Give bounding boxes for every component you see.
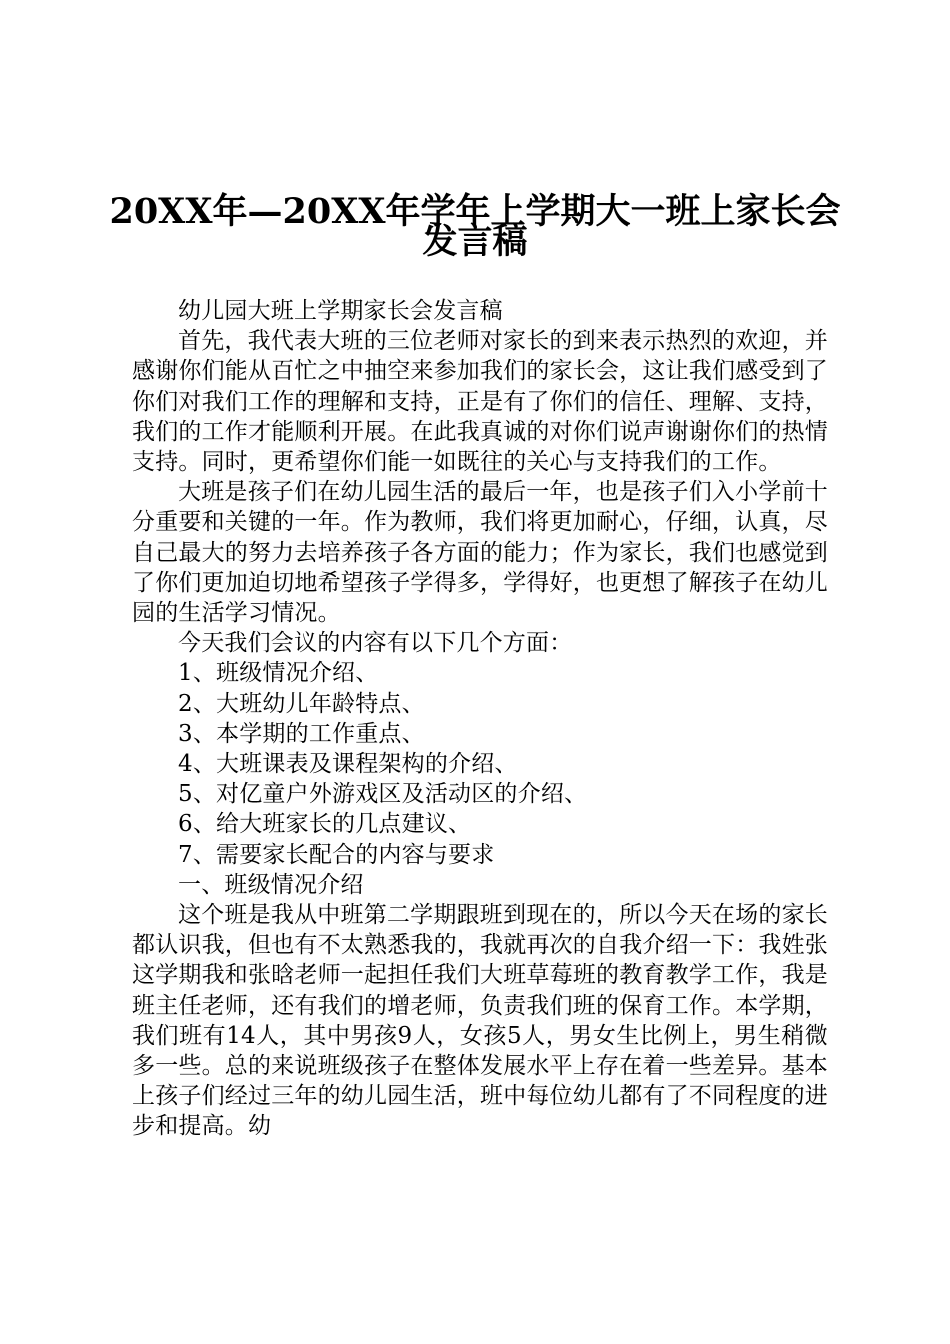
paragraph-class-intro: 这个班是我从中班第二学期跟班到现在的，所以今天在场的家长都认识我，但也有不太熟悉我的，我就再次的自我介绍一下：我姓张这学期我和张晗老师一起担任我们大班草莓班的教育教学工作，我是班主任老师，还有我们的增老师，负责我们班的保育工作。本学期，我们班有14人，其中男孩9人，女孩5人，男女生比例上，男生稍微多一些。总的来说班级孩子在整体发展水平上存在着一些差异。基本上孩子们经过三年的幼儿园生活，班中每位幼儿都有了不同程度的进步和提高。幼 (132, 902, 828, 1140)
agenda-item-2: 2、大班幼儿年龄特点、 (178, 690, 425, 717)
agenda-item-1: 1、班级情况介绍、 (178, 660, 379, 687)
paragraph-subtitle: 幼儿园大班上学期家长会发言稿 (178, 298, 503, 324)
agenda-item-6: 6、给大班家长的几点建议、 (178, 811, 472, 838)
document-title-line-2: 发言稿 (422, 221, 528, 262)
agenda-item-3: 3、本学期的工作重点、 (178, 720, 425, 747)
section-heading-class-intro: 一、班级情况介绍 (178, 871, 364, 898)
agenda-item-7: 7、需要家长配合的内容与要求 (178, 841, 495, 868)
paragraph-agenda-intro: 今天我们会议的内容有以下几个方面： (178, 630, 573, 657)
agenda-item-5: 5、对亿童户外游戏区及活动区的介绍、 (178, 781, 588, 808)
paragraph-welcome: 首先，我代表大班的三位老师对家长的到来表示热烈的欢迎，并感谢你们能从百忙之中抽空来参加我们的家长会，这让我们感受到了你们对我们工作的理解和支持，正是有了你们的信任、理解、支持，我们的工作才能顺利开展。在此我真诚的对你们说声谢谢你们的热情支持。同时，更希望你们能一如既往的关心与支持我们的工作。 (132, 328, 828, 476)
document-body (132, 296, 828, 1142)
document-title-line-1: 20XX年—20XX年学年上学期大一班上家长会 (109, 191, 841, 232)
paragraph-senior-class: 大班是孩子们在幼儿园生活的最后一年，也是孩子们入小学前十分重要和关键的一年。作为教师，我们将更加耐心，仔细，认真，尽自己最大的努力去培养孩子各方面的能力；作为家长，我们也感觉到了你们更加迫切地希望孩子学得多，学得好，也更想了解孩子在幼儿园的生活学习情况。 (132, 479, 828, 627)
agenda-item-4: 4、大班课表及课程架构的介绍、 (178, 751, 518, 778)
